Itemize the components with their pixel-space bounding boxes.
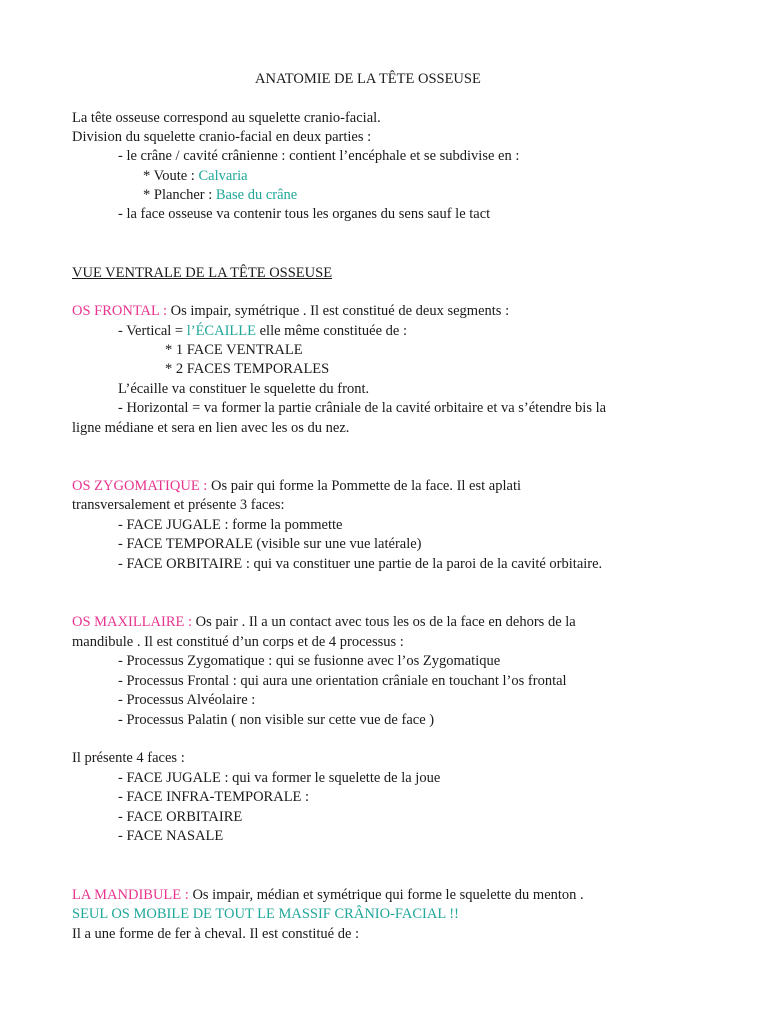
- frontal-line-4: L’écaille va constituer le squelette du front.: [118, 381, 370, 397]
- zygomatique-label: OS ZYGOMATIQUE :: [72, 478, 211, 494]
- maxillaire-face-3: - FACE ORBITAIRE: [118, 809, 243, 825]
- frontal-line-3: * 2 FACES TEMPORALES: [165, 361, 330, 377]
- frontal-line-1: [118, 322, 407, 341]
- calvaria-highlight: Calvaria: [198, 168, 248, 184]
- intro-line-1: La tête osseuse correspond au squelette cranio-facial.: [72, 110, 381, 126]
- section-heading: VUE VENTRALE DE LA TÊTE OSSEUSE: [72, 265, 333, 281]
- intro-line-4-text: * Voute :: [143, 168, 199, 184]
- intro-line-5-text: * Plancher :: [143, 187, 216, 203]
- zygomatique-heading: [72, 477, 521, 496]
- intro-line-6: - la face osseuse va contenir tous les organes du sens sauf le tact: [118, 206, 491, 222]
- maxillaire-line-1: mandibule . Il est constitué d’un corps et de 4 processus :: [72, 634, 404, 650]
- frontal-heading: [72, 302, 509, 321]
- mandibule-heading-text: Os impair, médian et symétrique qui forme le squelette du menton .: [192, 887, 584, 903]
- maxillaire-face-2: - FACE INFRA-TEMPORALE :: [118, 789, 310, 805]
- maxillaire-line-5: - Processus Palatin ( non visible sur cette vue de face ): [118, 712, 435, 728]
- frontal-line-1-pre: - Vertical =: [118, 323, 187, 339]
- maxillaire-face-4: - FACE NASALE: [118, 828, 224, 844]
- intro-line-5: [143, 186, 297, 205]
- maxillaire-face-1: - FACE JUGALE : qui va former le squelette de la joue: [118, 770, 441, 786]
- frontal-label: OS FRONTAL :: [72, 303, 171, 319]
- maxillaire-line-2: - Processus Zygomatique : qui se fusionne avec l’os Zygomatique: [118, 653, 501, 669]
- maxillaire-line-3: - Processus Frontal : qui aura une orientation crâniale en touchant l’os frontal: [118, 673, 567, 689]
- frontal-line-5: - Horizontal = va former la partie crâniale de la cavité orbitaire et va s’étendre bis la: [118, 400, 607, 416]
- maxillaire-heading-text: Os pair . Il a un contact avec tous les os de la face en dehors de la: [195, 614, 576, 630]
- maxillaire-heading: [72, 613, 576, 632]
- zygomatique-line-1: transversalement et présente 3 faces:: [72, 497, 285, 513]
- zygomatique-heading-text: Os pair qui forme la Pommette de la face. Il est aplati: [210, 478, 521, 494]
- intro-line-2: Division du squelette cranio-facial en deux parties :: [72, 129, 372, 145]
- page-title: ANATOMIE DE LA TÊTE OSSEUSE: [255, 71, 481, 87]
- intro-line-3: - le crâne / cavité crânienne : contient l’encéphale et se subdivise en :: [118, 148, 520, 164]
- zygomatique-line-4: - FACE ORBITAIRE : qui va constituer une partie de la paroi de la cavité orbitaire.: [118, 556, 603, 572]
- frontal-heading-text: Os impair, symétrique . Il est constitué de deux segments :: [170, 303, 510, 319]
- intro-line-4: [143, 167, 248, 186]
- maxillaire-line-4: - Processus Alvéolaire :: [118, 692, 256, 708]
- mandibule-label: LA MANDIBULE :: [72, 887, 193, 903]
- frontal-line-2: * 1 FACE VENTRALE: [165, 342, 303, 358]
- maxillaire-label: OS MAXILLAIRE :: [72, 614, 196, 630]
- mandibule-line-1: SEUL OS MOBILE DE TOUT LE MASSIF CRÂNIO-FACIAL !!: [72, 906, 459, 922]
- zygomatique-line-2: - FACE JUGALE : forme la pommette: [118, 517, 343, 533]
- mandibule-line-2: Il a une forme de fer à cheval. Il est constitué de :: [72, 926, 360, 942]
- ecaille-highlight: l’ÉCAILLE: [186, 323, 256, 339]
- base-du-crane-highlight: Base du crâne: [215, 187, 298, 203]
- frontal-line-1-post: elle même constituée de :: [255, 323, 407, 339]
- frontal-line-6: ligne médiane et sera en lien avec les os du nez.: [72, 420, 350, 436]
- mandibule-heading: [72, 886, 584, 905]
- zygomatique-line-3: - FACE TEMPORALE (visible sur une vue latérale): [118, 536, 422, 552]
- maxillaire-faces-intro: Il présente 4 faces :: [72, 750, 185, 766]
